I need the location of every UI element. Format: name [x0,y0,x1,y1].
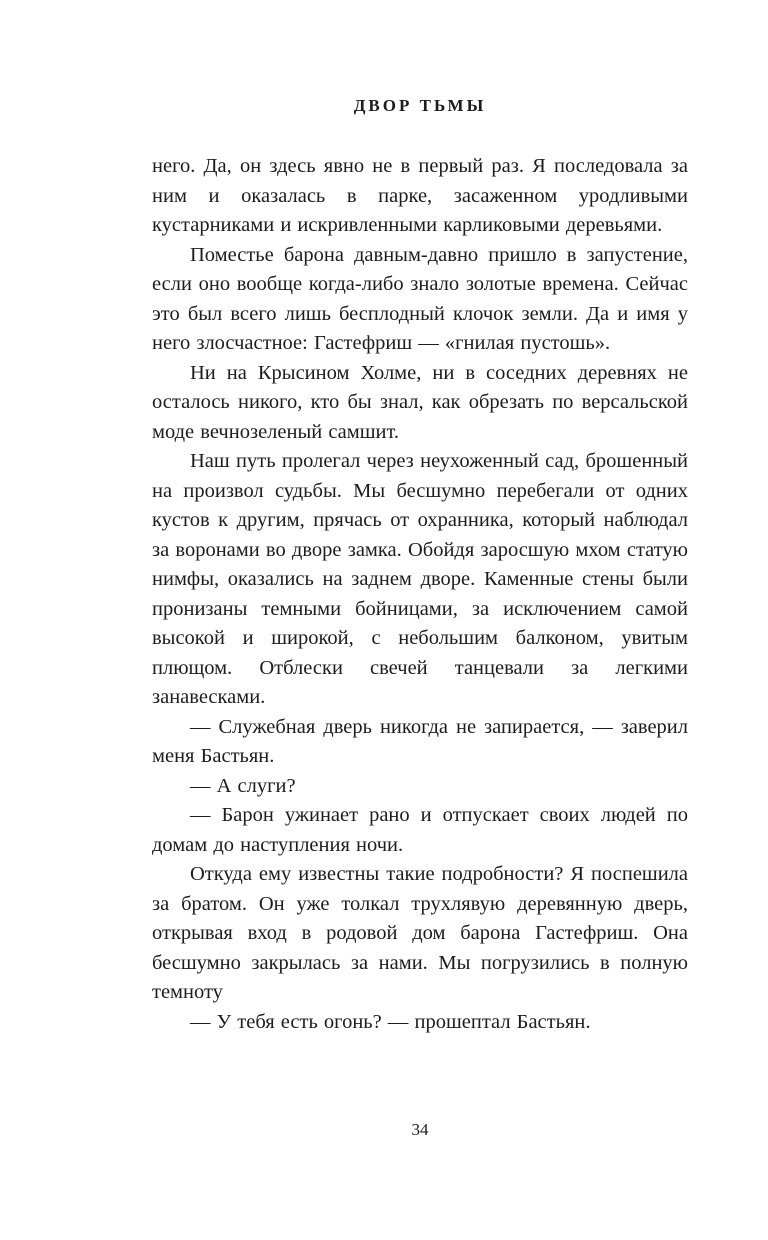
page-number: 34 [411,1120,429,1139]
running-header: ДВОР ТЬМЫ [353,96,487,115]
paragraph: Поместье барона давным-давно пришло в запустение, если оно вообще когда-либо знало золотые времена. Сейчас это был всего лишь бесплодный клочок земли. Да и имя у него злосчастное: Гастефриш — «гнилая пустошь». [152,243,688,354]
paragraph: Ни на Крысином Холме, ни в соседних деревнях не осталось никого, кто бы знал, как обрезать по версальской моде вечнозеленый самшит. [152,361,688,443]
paragraph: — Барон ужинает рано и отпускает своих людей по домам до наступления ночи. [152,804,688,856]
paragraph: — Служебная дверь никогда не запирается, — заверил меня Бастьян. [152,715,688,767]
page-body [152,152,688,1037]
paragraph: — А слуги? [190,774,296,797]
paragraph: него. Да, он здесь явно не в первый раз. Я последовала за ним и оказалась в парке, засаженном уродливыми кустарниками и искривленными карликовыми деревьями. [152,155,688,236]
paragraph: Откуда ему известны такие подробности? Я поспешила за братом. Он уже толкал трухлявую деревянную дверь, открывая вход в родовой дом барона Гастефриш. Она бесшумно закрылась за нами. Мы погрузились в полную темноту [152,863,688,1003]
paragraph: — У тебя есть огонь? — прошептал Бастьян. [190,1010,591,1033]
paragraph: Наш путь пролегал через неухоженный сад, брошенный на произвол судьбы. Мы бесшумно перебегали от одних кустов к другим, прячась от охранника, который наблюдал за воронами во дворе замка. Обойдя заросшую мхом статую нимфы, оказались на заднем дворе. Каменные стены были пронизаны темными бойницами, за исключением самой высокой и широкой, с небольшим балконом, увитым плющом. Отблески свечей танцевали за легкими занавесками. [152,450,688,708]
